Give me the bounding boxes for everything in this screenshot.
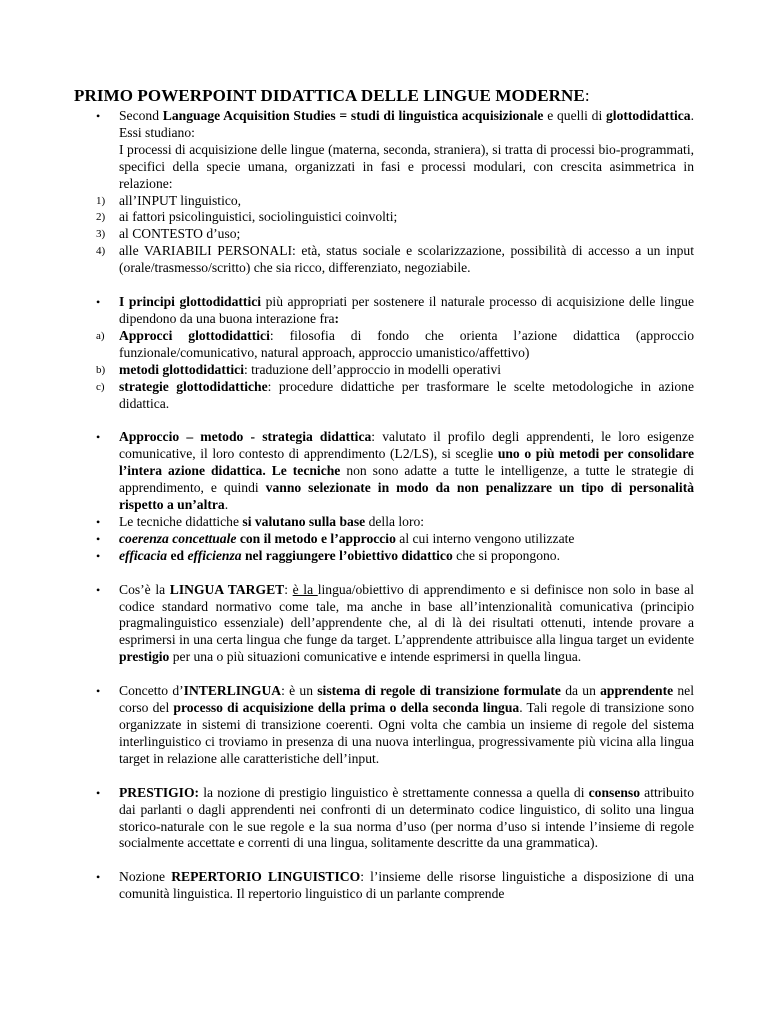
list-item: a) Approcci glottodidattici: filosofia di fondo che orienta l’azione didattica (approccio funzionale/comunicativo, natural approach, approccio umanistico/affettivo) [96,327,694,360]
list-item: • efficacia ed efficienza nel raggiungere l’obiettivo didattico che si propongono. [96,547,561,563]
list-item: • Concetto d’INTERLINGUA: è un sistema di regole di transizione formulate da un apprendente nel corso del processo di acquisizione della prima o della seconda lingua. Tali regole di transizione sono organizzate in sistemi di transizione coerenti. Ogni volta che cambia un insieme di regole del sistema interlinguistico ci troviamo in presenza di una nuova interlingua, progressivamente più vicina alla lingua target in relazione alle caratteristiche dell’input. [96,683,694,766]
bullet-icon: • [96,514,101,529]
page-title: PRIMO POWERPOINT DIDATTICA DELLE LINGUE MODERNE: [74,86,590,105]
list-item: • PRESTIGIO: la nozione di prestigio linguistico è strettamente connessa a quella di consenso attribuito dai parlanti o dagli apprendenti nei confronti di un determinato codice linguistico, di solito una lingua storico-naturale con le sue regole e la sua norma d’uso (per norma d’uso si intende l’insieme di regole socialmente accettate e correnti di una lingua, solitamente descritte da una grammatica). [96,784,695,851]
list-item: 4) alle VARIABILI PERSONALI: età, status sociale e scolarizzazione, possibilità di accesso a un input (orale/trasmesso/scritto) che sia ricco, differenziato, negoziabile. [96,243,694,276]
list-item: c) strategie glottodidattiche: procedure didattiche per trasformare le scelte metodologiche in azione didattica. [96,378,694,411]
bullet-icon: • [96,785,101,800]
bullet-icon: • [96,684,101,699]
list-item: • coerenza concettuale con il metodo e l’approccio al cui interno vengono utilizzate [96,530,575,546]
bullet-icon: • [96,430,101,445]
list-item: 1) all’INPUT linguistico, [96,192,242,208]
document-body [0,108,768,903]
list-item: • Cos’è la LINGUA TARGET: è la lingua/obiettivo di apprendimento e si definisce non solo in base al codice standard normativo come tale, ma anche in base all’intenzionalità comunicativa (principio pragmalinguistico essenziale) dell’apprendente che, al di là dei risultati ottenuti, intende provare a esprimersi in una certa lingua che funge da target. L’apprendente attribuisce alla lingua target un evidente prestigio per una o più situazioni comunicative e intende esprimersi in quella lingua. [96,581,694,665]
list-item: • Le tecniche didattiche si valutano sulla base della loro: [96,513,425,529]
bullet-icon: • [96,582,101,597]
list-item: 2) ai fattori psicolinguistici, sociolinguistici coinvolti; [96,209,398,225]
bullet-icon: • [96,548,101,563]
list-item: • Approccio – metodo - strategia didattica: valutato il profilo degli apprendenti, le loro esigenze comunicative, il loro contesto di apprendimento (L2/LS), si sceglie uno o più metodi per consolidare l’intera azione didattica. Le tecniche non sono adatte a tutte le intelligenze, a tutte le strategie di apprendimento, e quindi vanno selezionate in modo da non penalizzare un tipo di personalità rispetto a un’altra. [96,429,695,513]
list-item: • I principi glottodidattici più appropriati per sostenere il naturale processo di acquisizione delle lingue dipendono da una buona interazione fra: [96,294,694,326]
list-item: 3) al CONTESTO d’uso; [96,226,241,242]
list-item: • Second Language Acquisition Studies = studi di linguistica acquisizionale e quelli di glottodidattica. Essi studiano: [96,108,694,140]
bullet-icon: • [96,870,101,885]
paragraph: I processi di acquisizione delle lingue (materna, seconda, straniera), si tratta di processi bio-programmati, specifici della specie umana, organizzati in fasi e processi modulari, con crescita asimmetrica in relazione: [119,141,694,191]
bullet-icon: • [96,531,101,546]
list-item: b) metodi glottodidattici: traduzione dell’approccio in modelli operativi [96,361,502,377]
bullet-icon: • [96,295,101,310]
list-item: • Nozione REPERTORIO LINGUISTICO: l’insieme delle risorse linguistiche a disposizione di una comunità linguistica. Il repertorio linguistico di un parlante comprende [96,869,694,902]
bullet-icon: • [96,109,101,123]
